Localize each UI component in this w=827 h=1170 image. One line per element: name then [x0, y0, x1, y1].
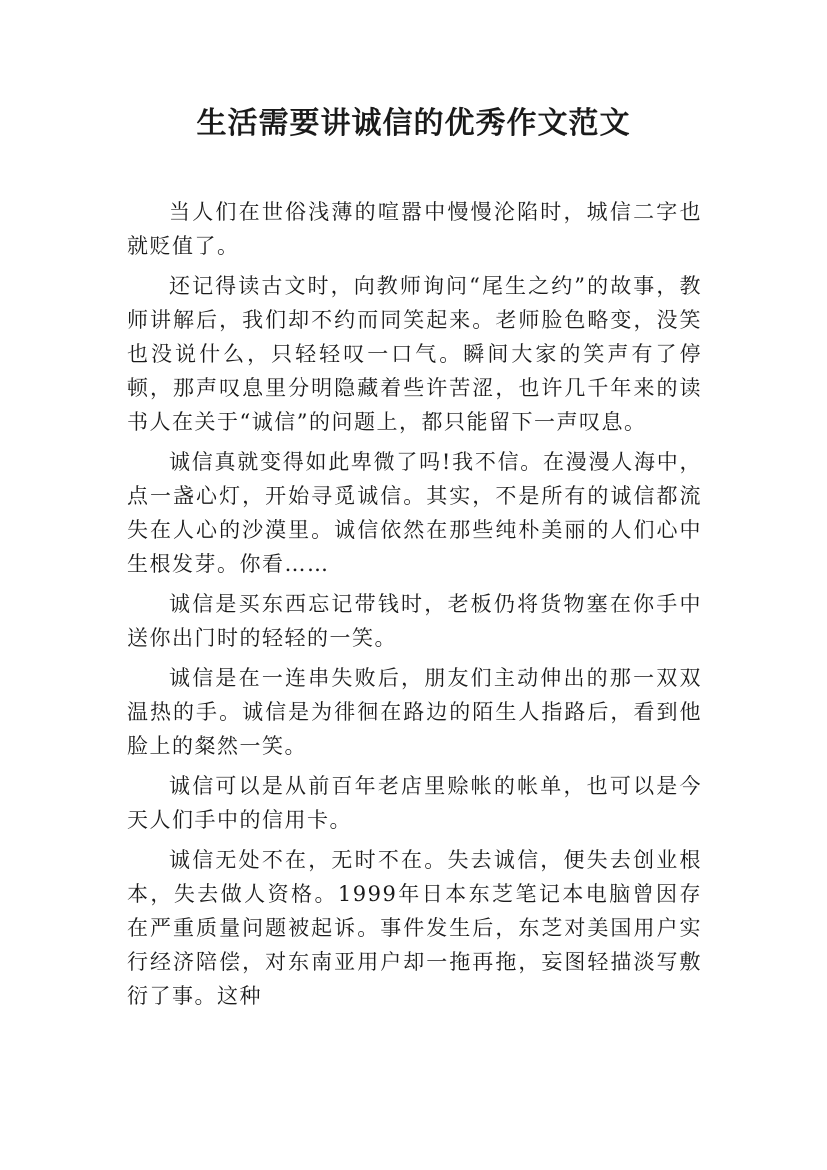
paragraph-6: 诚信可以是从前百年老店里赊帐的帐单，也可以是今天人们手中的信用卡。: [127, 774, 702, 832]
paragraph-3: 诚信真就变得如此卑微了吗!我不信。在漫漫人海中，点一盏心灯，开始寻觅诚信。其实，不是所有的诚信都流失在人心的沙漠里。诚信依然在那些纯朴美丽的人们心中生根发芽。你看……: [127, 450, 702, 576]
paragraph-7: 诚信无处不在，无时不在。失去诚信，便失去创业根本，失去做人资格。1999年日本东芝笔记本电脑曾因存在严重质量问题被起诉。事件发生后，东芝对美国用户实行经济陪偿，对东南亚用户却一拖再拖，妄图轻描淡写敷衍了事。这种: [127, 848, 702, 1008]
paragraph-5: 诚信是在一连串失败后，朋友们主动伸出的那一双双温热的手。诚信是为徘徊在路边的陌生人指路后，看到他脸上的粲然一笑。: [127, 666, 702, 758]
document-body: [127, 195, 702, 1019]
paragraph-4: 诚信是买东西忘记带钱时，老板仍将货物塞在你手中送你出门时的轻轻的一笑。: [127, 592, 702, 650]
page-title: 生活需要讲诚信的优秀作文范文: [196, 106, 631, 141]
paragraph-1: 当人们在世俗浅薄的喧嚣中慢慢沦陷时，城信二字也就贬值了。: [127, 200, 702, 258]
paragraph-2: 还记得读古文时，向教师询问“尾生之约”的故事，教师讲解后，我们却不约而同笑起来。老师脸色略变，没笑也没说什么，只轻轻叹一口气。瞬间大家的笑声有了停顿，那声叹息里分明隐藏着些许苦涩，也许几千年来的读书人在关于“诚信”的问题上，都只能留下一声叹息。: [127, 274, 702, 434]
